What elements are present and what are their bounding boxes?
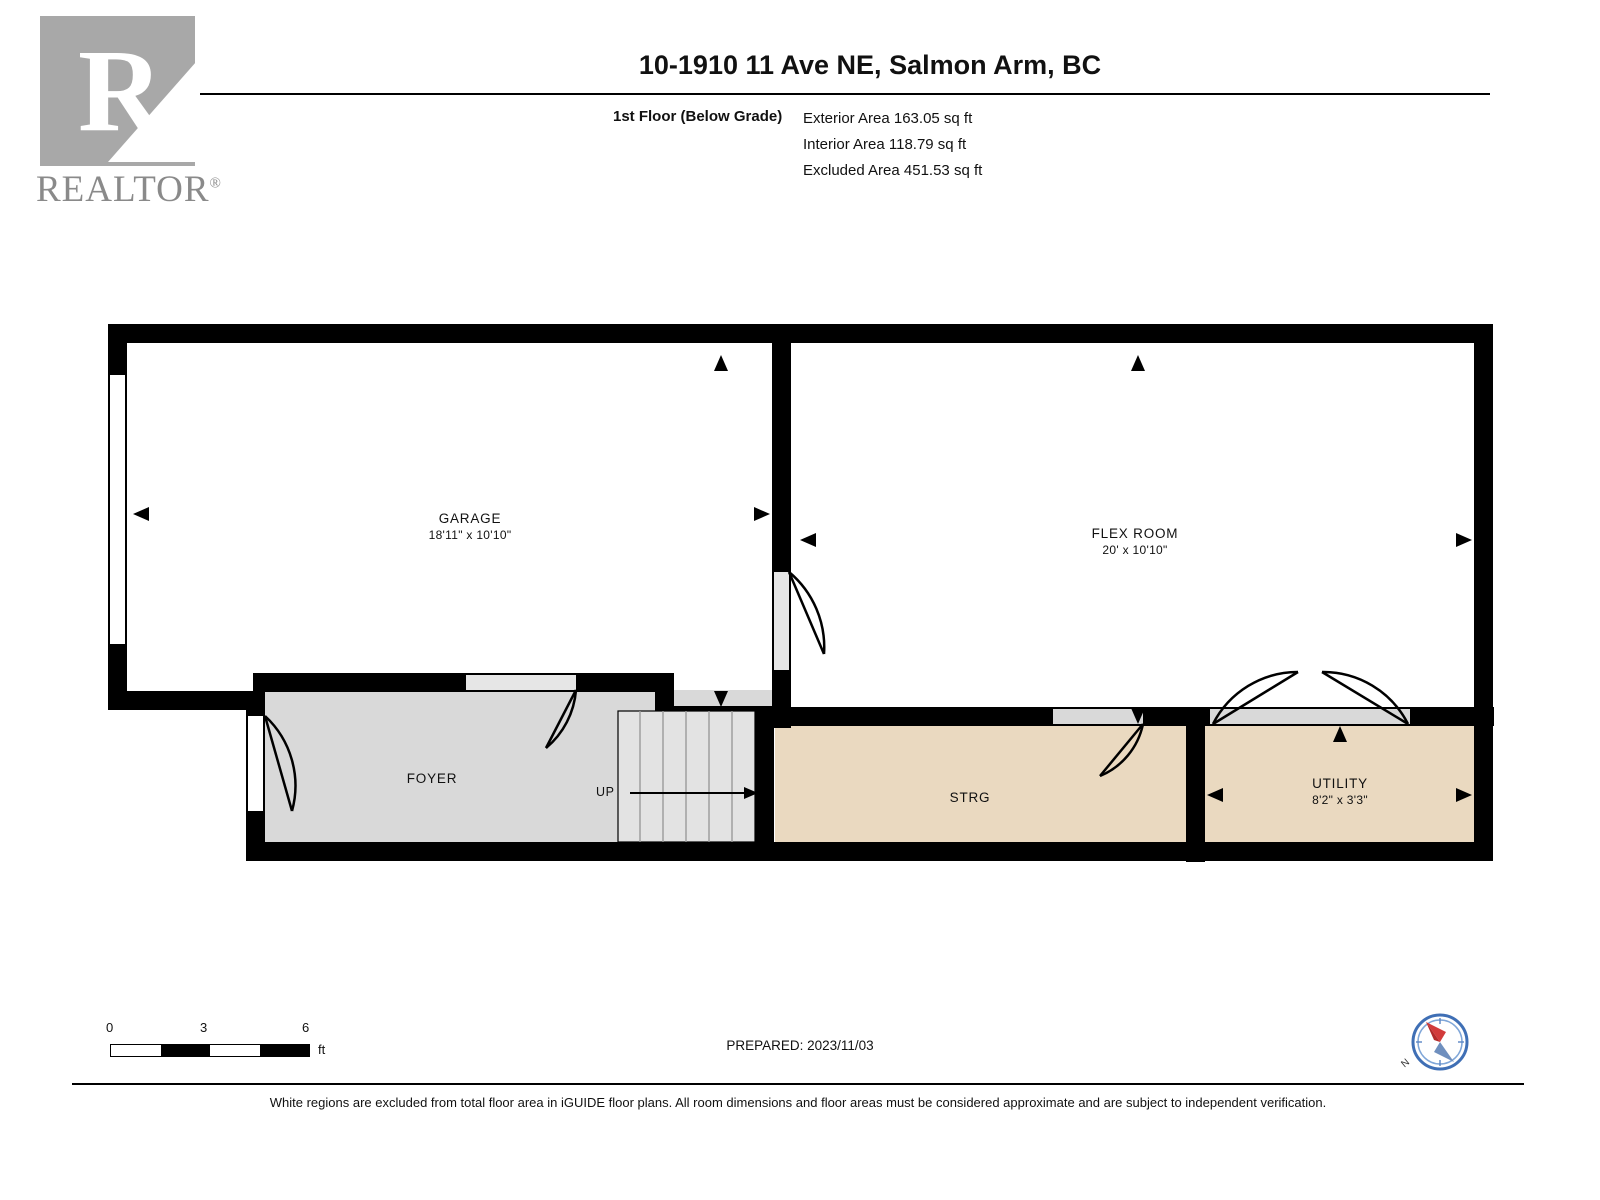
door-opening-center [774, 572, 789, 670]
room-label-flex-room [1035, 525, 1235, 559]
footer-divider [72, 1083, 1524, 1085]
scale-tick-labels [100, 1020, 330, 1038]
window-left-cap-bottom [110, 644, 125, 647]
compass-icon [1400, 1010, 1476, 1086]
disclaimer-text: White regions are excluded from total floor area in iGUIDE floor plans. All room dimensions and floor areas must be considered approximate and are subject to independent verification. [269, 1095, 1327, 1110]
wall-storage-utility [1186, 707, 1205, 862]
realtor-wordmark-text: REALTOR [36, 169, 210, 210]
scale-tick-3: 3 [200, 1020, 208, 1035]
scale-unit: ft [318, 1042, 326, 1057]
scale-tick-6: 6 [302, 1020, 310, 1035]
room-name-storage: STRG [949, 790, 991, 805]
room-name-foyer: FOYER [406, 771, 458, 786]
room-label-foyer [342, 770, 522, 787]
stairs-direction-label: UP [596, 785, 615, 799]
prepared-date: PREPARED: 2023/11/03 [726, 1038, 874, 1053]
exterior-area: Exterior Area 163.05 sq ft [803, 110, 973, 127]
wall-stair-right [755, 706, 774, 861]
door-opening-foyer-left [248, 716, 263, 811]
door-opening-utility [1210, 709, 1410, 724]
room-dim-flex-room: 20' x 10'10" [1102, 543, 1168, 557]
room-dim-utility: 8'2" x 3'3" [1312, 793, 1368, 807]
wall-top [108, 324, 1493, 343]
room-name-utility: UTILITY [1312, 776, 1368, 791]
room-label-utility [1250, 775, 1430, 809]
excluded-area: Excluded Area 451.53 sq ft [803, 162, 983, 179]
wall-right [1474, 324, 1493, 854]
floor-label: 1st Floor (Below Grade) [613, 108, 783, 125]
registered-mark: ® [209, 175, 222, 192]
room-dim-garage: 18'11" x 10'10" [428, 528, 512, 542]
interior-area: Interior Area 118.79 sq ft [803, 136, 967, 153]
room-name-garage: GARAGE [438, 511, 502, 526]
realtor-logo-letter: R [78, 25, 162, 156]
room-label-storage [880, 789, 1060, 806]
room-label-garage [370, 510, 570, 544]
compass-rose [1400, 1010, 1476, 1086]
wall-garage-bottom [253, 673, 673, 692]
compass-north-label: N [1399, 1056, 1412, 1071]
door-opening-garage-foyer [466, 675, 576, 690]
wall-garage-bottom-left [108, 691, 253, 710]
room-name-flex-room: FLEX ROOM [1091, 526, 1179, 541]
window-left [110, 372, 125, 647]
wall-bottom [246, 842, 1493, 861]
staircase [618, 711, 758, 842]
scale-tick-0: 0 [106, 1020, 114, 1035]
page-title: 10-1910 11 Ave NE, Salmon Arm, BC [638, 50, 1102, 80]
window-left-cap-top [110, 372, 125, 375]
door-opening-storage [1053, 709, 1143, 724]
